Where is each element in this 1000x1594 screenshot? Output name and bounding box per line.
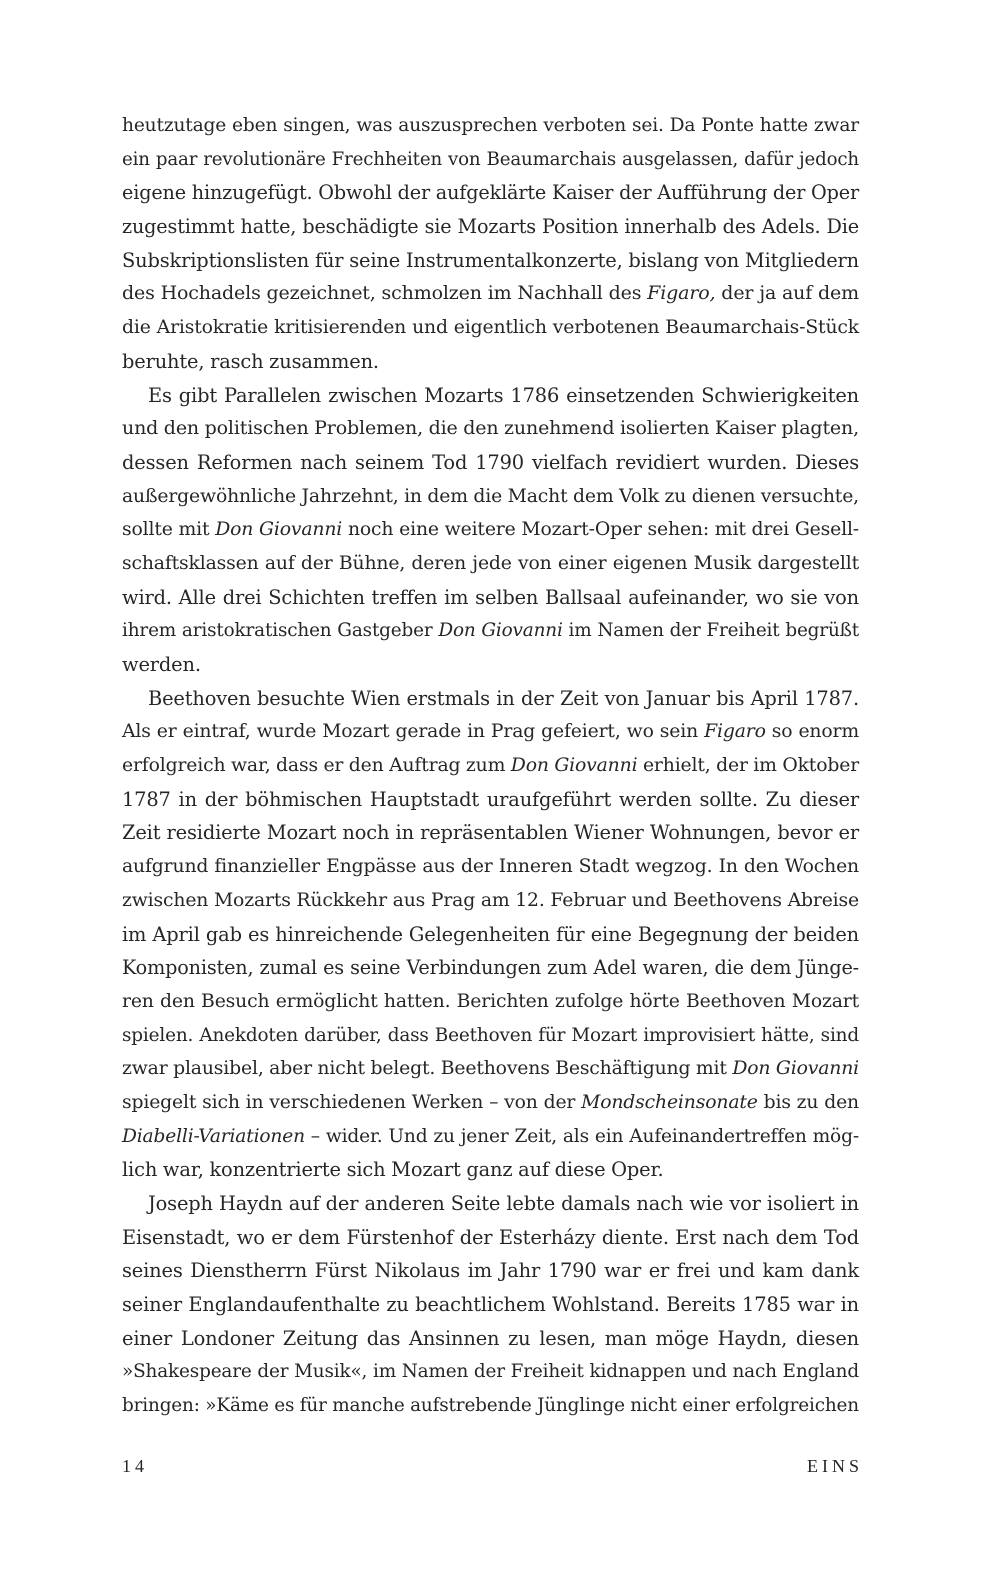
text-run: noch eine weitere Mozart-Oper sehen: mit drei Gesell- (342, 519, 859, 541)
text-line: wird. Alle drei Schichten treffen im selben Ballsaal aufeinander, wo sie von (122, 585, 859, 609)
text-line: Komponisten, zumal es seine Verbindungen zum Adel waren, die dem Jünge- (122, 956, 859, 980)
paragraph-first-line: Es gibt Parallelen zwischen Mozarts 1786 einsetzenden Schwierigkeiten (148, 383, 859, 407)
italic-title: Mondscheinsonate (581, 1091, 758, 1113)
text-line: Subskriptionslisten für seine Instrumentalkonzerte, bislang von Mitgliedern (122, 248, 859, 272)
text-line: beruhte, rasch zusammen. (122, 349, 379, 373)
text-line: ein paar revolutionäre Frechheiten von Beaumarchais ausgelassen, dafür jedoch (122, 148, 859, 170)
paragraph-first-line: Beethoven besuchte Wien erstmals in der Zeit von Januar bis April 1787. (148, 686, 859, 710)
italic-title: Diabelli-Variationen (122, 1125, 305, 1147)
italic-title: Figaro (704, 721, 766, 743)
text-line: außergewöhnliche Jahrzehnt, in dem die Macht dem Volk zu dienen versuchte, (122, 485, 859, 507)
text-line: zwischen Mozarts Rückkehr aus Prag am 12. Februar und Beethovens Abreise (122, 889, 859, 911)
text-run: der ja auf dem (715, 282, 859, 305)
text-line (122, 1086, 859, 1120)
text-line: spielen. Anekdoten darüber, dass Beethoven für Mozart improvisiert hätte, sind (122, 1024, 859, 1046)
text-run: zwar plausibel, aber nicht belegt. Beethovens Beschäftigung mit (122, 1058, 733, 1080)
text-line: bringen: »Käme es für manche aufstrebende Jünglinge nicht einer erfolgreichen (122, 1395, 859, 1417)
text-run: erfolgreich war, dass er den Auftrag zum (122, 755, 511, 777)
text-line: und den politischen Problemen, die den zunehmend isolierten Kaiser plagten, (122, 417, 859, 440)
text-line: »Shakespeare der Musik«, im Namen der Freiheit kidnappen und nach England (122, 1361, 859, 1383)
text-line: im April gab es hinreichende Gelegenheiten für eine Begegnung der beiden (122, 922, 859, 946)
italic-title: Don Giovanni (732, 1058, 860, 1080)
page-number: 14 (122, 1456, 148, 1476)
text-line: Eisenstadt, wo er dem Fürstenhof der Esterházy diente. Erst nach dem Tod (122, 1225, 859, 1249)
text-run: – wider. Und zu jener Zeit, als ein Aufeinandertreffen mög- (304, 1125, 859, 1147)
italic-title: Don Giovanni (438, 620, 563, 642)
text-line (122, 1052, 859, 1086)
text-run: sollte mit (122, 519, 216, 541)
italic-title: Don Giovanni (215, 519, 343, 541)
text-line (122, 1120, 859, 1154)
italic-title: Don Giovanni (510, 755, 638, 777)
text-run: bis zu den (757, 1091, 859, 1113)
text-line: dessen Reformen nach seinem Tod 1790 vielfach revidiert wurden. Dieses (122, 450, 859, 474)
text-line: eigene hinzugefügt. Obwohl der aufgeklärte Kaiser der Aufführung der Oper (122, 181, 859, 205)
text-line (122, 513, 859, 547)
text-line: schaftsklassen auf der Bühne, deren jede von einer eigenen Musik dargestellt (122, 552, 859, 574)
text-line: ren den Besuch ermöglicht hatten. Berichten zufolge hörte Beethoven Mozart (122, 990, 859, 1012)
italic-title: Figaro, (647, 282, 716, 305)
page-footer (122, 1456, 863, 1486)
text-line: werden. (122, 653, 201, 676)
paragraph-first-line: Joseph Haydn auf der anderen Seite lebte damals nach wie vor isoliert in (148, 1192, 859, 1215)
text-line (122, 614, 859, 648)
text-line: heutzutage eben singen, was auszusprechen verboten sei. Da Ponte hatte zwar (122, 115, 859, 136)
text-line: aufgrund finanzieller Engpässe aus der Inneren Stadt wegzog. In den Wochen (122, 856, 859, 878)
text-line: 1787 in der böhmischen Hauptstadt uraufgeführt werden sollte. Zu dieser (122, 787, 859, 811)
text-run: im Namen der Freiheit begrüßt (562, 620, 860, 642)
running-head: EINS (807, 1456, 863, 1476)
text-line: seiner Englandaufenthalte zu beachtlichem Wohlstand. Bereits 1785 war in (122, 1293, 859, 1317)
text-run: Als er eintraf, wurde Mozart gerade in Prag gefeiert, wo sein (122, 721, 705, 743)
text-run: des Hochadels gezeichnet, schmolzen im Nachhall des (122, 282, 648, 305)
text-line: seines Dienstherrn Fürst Nikolaus im Jahr 1790 war er frei und kam dank (122, 1259, 859, 1283)
text-line (122, 277, 859, 311)
body-text (122, 109, 859, 1423)
text-line: lich war, konzentrierte sich Mozart ganz auf diese Oper. (122, 1158, 664, 1182)
text-run: erhielt, der im Oktober (637, 755, 860, 777)
text-line (122, 749, 859, 783)
text-run: ihrem aristokratischen Gastgeber (122, 620, 439, 642)
text-line: die Aristokratie kritisierenden und eigentlich verbotenen Beaumarchais-Stück (122, 317, 859, 339)
text-line: einer Londoner Zeitung das Ansinnen zu lesen, man möge Haydn, diesen (122, 1326, 859, 1350)
text-line: Zeit residierte Mozart noch in repräsentablen Wiener Wohnungen, bevor er (122, 821, 859, 845)
text-line: zugestimmt hatte, beschädigte sie Mozarts Position innerhalb des Adels. Die (122, 215, 859, 239)
text-run: spiegelt sich in verschiedenen Werken – von der (122, 1091, 582, 1113)
text-line (122, 715, 859, 749)
text-run: so enorm (765, 721, 859, 743)
